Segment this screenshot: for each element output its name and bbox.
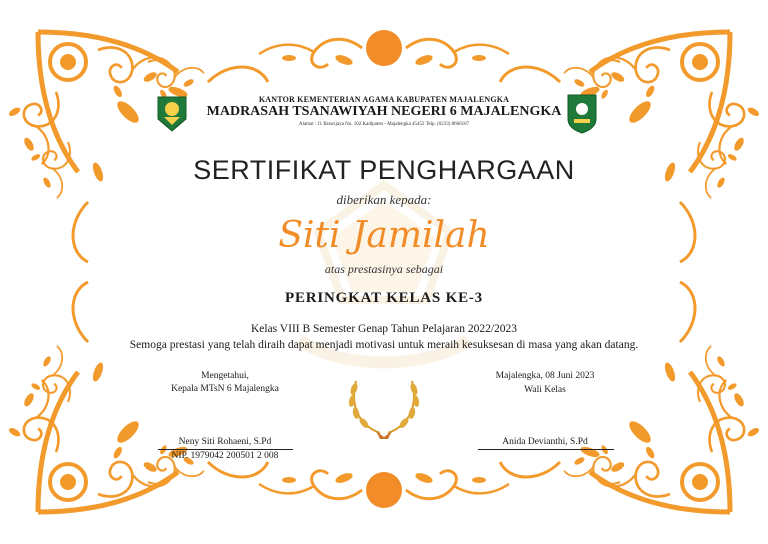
headmaster-name: Neny Siti Rohaeni, S.Pd: [178, 437, 272, 447]
school-name: MADRASAH TSANAWIYAH NEGERI 6 MAJALENGKA: [206, 104, 562, 119]
achievement-title: PERINGKAT KELAS KE-3: [285, 290, 483, 306]
laurel-wreath-icon: [348, 381, 420, 439]
achievement-intro: atas prestasinya sebagai: [324, 262, 444, 276]
school-address: Alamat : Jl. Brawijaya No. 102 Kadipaten - Majalengka 45452 Telp. (0233) 8666167: [298, 122, 470, 127]
headmaster-role: Kepala MTsN 6 Majalengka: [171, 384, 279, 394]
homeroom-role: Wali Kelas: [524, 385, 566, 395]
known-by-label: Mengetahui,: [201, 371, 249, 381]
homeroom-teacher-name: Anida Devianthi, S.Pd: [502, 437, 588, 447]
given-to-label: diberikan kepada:: [336, 192, 432, 207]
ministry-office-line: KANTOR KEMENTERIAN AGAMA KABUPATEN MAJALENGKA: [258, 95, 510, 104]
homeroom-signature-line: [478, 449, 614, 450]
corner-ornament-bl: [8, 282, 268, 512]
corner-ornament-br: [500, 282, 760, 512]
bottom-center-ornament: [259, 471, 509, 508]
top-center-ornament: [259, 30, 509, 67]
place-date: Majalengka, 08 Juni 2023: [495, 371, 595, 381]
motivation-line: Semoga prestasi yang telah diraih dapat menjadi motivasi untuk meraih kesuksesan di masa yang akan datang.: [129, 339, 639, 351]
certificate-title: SERTIFIKAT PENGHARGAAN: [193, 155, 575, 185]
headmaster-signature-line: [158, 449, 293, 450]
headmaster-nip: NIP. 1979042 200501 2 008: [171, 451, 279, 461]
recipient-name: Siti Jamilah: [278, 215, 490, 256]
class-semester-line: Kelas VIII B Semester Genap Tahun Pelajaran 2022/2023: [250, 323, 518, 335]
